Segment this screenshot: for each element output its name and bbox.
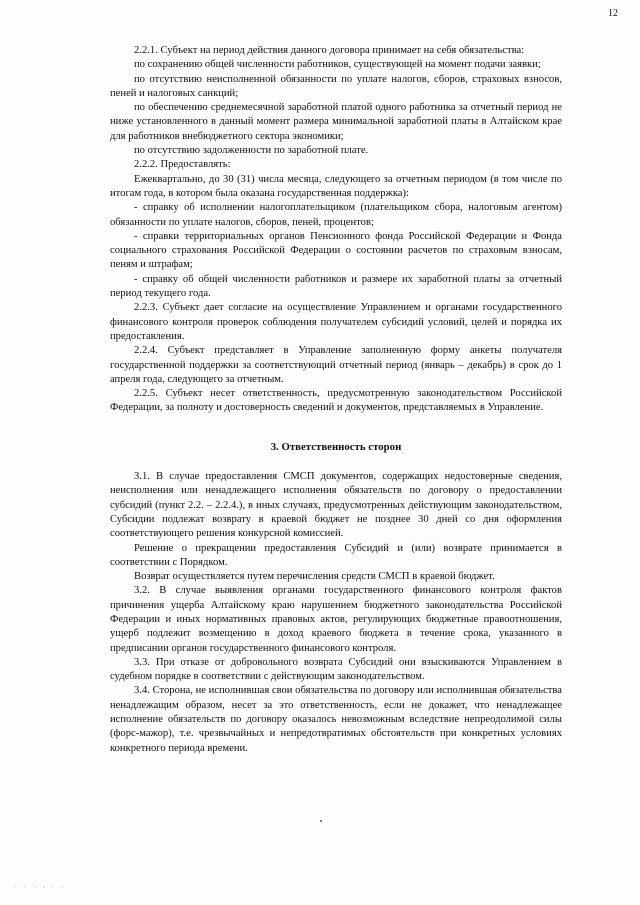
paragraph-2-2-4: 2.2.4. Субъект представляет в Управление заполненную форму анкеты получателя государственной поддержки за соответствующий отчетный период (январь – декабрь) в срок до 1 апреля года, следующего за отчетным. [110,345,562,385]
section-heading: 3. Ответственность сторон [270,440,402,453]
paragraph-2-2-1: 2.2.1. Субъект на период действия данного договора принимает на себя обязательства: [134,45,525,56]
termination-decision: Решение о прекращении предоставления Субсидий и (или) возврате принимается в соответствии с Порядком. [110,542,562,568]
headcount-certificate-item: - справку об общей численности работников и размере их заработной платы за отчетный период текущего года. [110,273,562,300]
page-number: 12 [608,8,618,19]
paragraph-2-2-3: 2.2.3. Субъект дает согласие на осуществление Управлением и органами государственного финансового контроля проверок соблюдения получателем субсидий условий, целей и порядка их предоставления. [110,302,562,342]
obligation-no-debt: по отсутствию задолженности по заработной плате. [134,145,369,157]
pension-fund-certificate-item: - справки территориальных органов Пенсионного фонда Российской Федерации и Фонда социального страхования Российской Федерации о состоянии расчетов по страховым взносам, пеням и штрафам; [110,230,562,271]
scan-speck [320,820,322,822]
paragraph-3-1: 3.1. В случае предоставления СМСП документов, содержащих недостоверные сведения, неисполнения или ненадлежащего исполнения обязательств по договору о предоставлении субсидий (пункт 2.2. – 2.2.4.), в иных случаях, предусмотренных действующим законодательством, Субсидии подлежат возврату в краевой бюджет не позднее 30 дней со дня оформления соответствующего решения конкурсной комиссией. [110,471,562,540]
paragraph-2-2-2: 2.2.2. Предоставлять: [134,159,231,171]
section-3-block [110,470,562,756]
obligation-salary: по обеспечению среднемесячной заработной платой одного работника за отчетный период не ниже установленного в данный момент размера минимальной заработной платы в Алтайском крае для работников внебюджетного сектора экономики; [110,102,562,142]
clause-2-2-block [110,44,562,416]
document-body [110,44,562,756]
tax-certificate-item: - справку об исполнении налогоплательщиком (плательщиком сбора, налоговым агентом) обязанности по уплате налогов, сборов, пеней, процентов; [110,202,562,228]
refund-method: Возврат осуществляется путем перечисления средств СМСП в краевой бюджет. [134,571,495,583]
paragraph-3-2: 3.2. В случае выявления органами государственного финансового контроля фактов причинения ущерба Алтайскому краю нарушением бюджетного законодательства Российской Федерации и иных нормативных правовых актов, регулирующих бюджетные правоотношения, ущерб подлежит возмещению в доход краевого бюджета в течение срока, указанного в предписании органов государственного финансового контроля. [110,585,562,654]
paragraph-3-4: 3.4. Сторона, не исполнившая свои обязательства по договору или исполнившая обязательства ненадлежащим образом, несет за это ответственность, если не докажет, что ненадлежащее исполнение обязательств по договору оказалось невозможным вследствие непреодолимой силы (форс-мажор), т.е. чрезвычайных и непредотвратимых обстоятельств при конкретных условиях конкретного периода времени. [110,685,562,754]
quarterly-reporting: Ежеквартально, до 30 (31) числа месяца, следующего за отчетным периодом (в том числе по итогам года, в котором была оказана государственная поддержка): [110,173,562,199]
paragraph-3-3: 3.3. При отказе от добровольного возврата Субсидий они взыскиваются Управлением в судебном порядке в соответствии с действующим законодательством. [110,656,562,683]
obligation-headcount: по сохранению общей численности работников, существующей на момент подачи заявки; [134,59,541,71]
obligation-taxes: по отсутствию неисполненной обязанности по уплате налогов, сборов, страховых взносов, пеней и налоговых санкций; [110,73,562,99]
paragraph-2-2-5: 2.2.5. Субъект несет ответственность, предусмотренную законодательством Российской Федерации, за полноту и достоверность сведений и документов, представляемых в Управление. [110,388,562,414]
scan-artifact: · · · · · · [14,884,65,891]
